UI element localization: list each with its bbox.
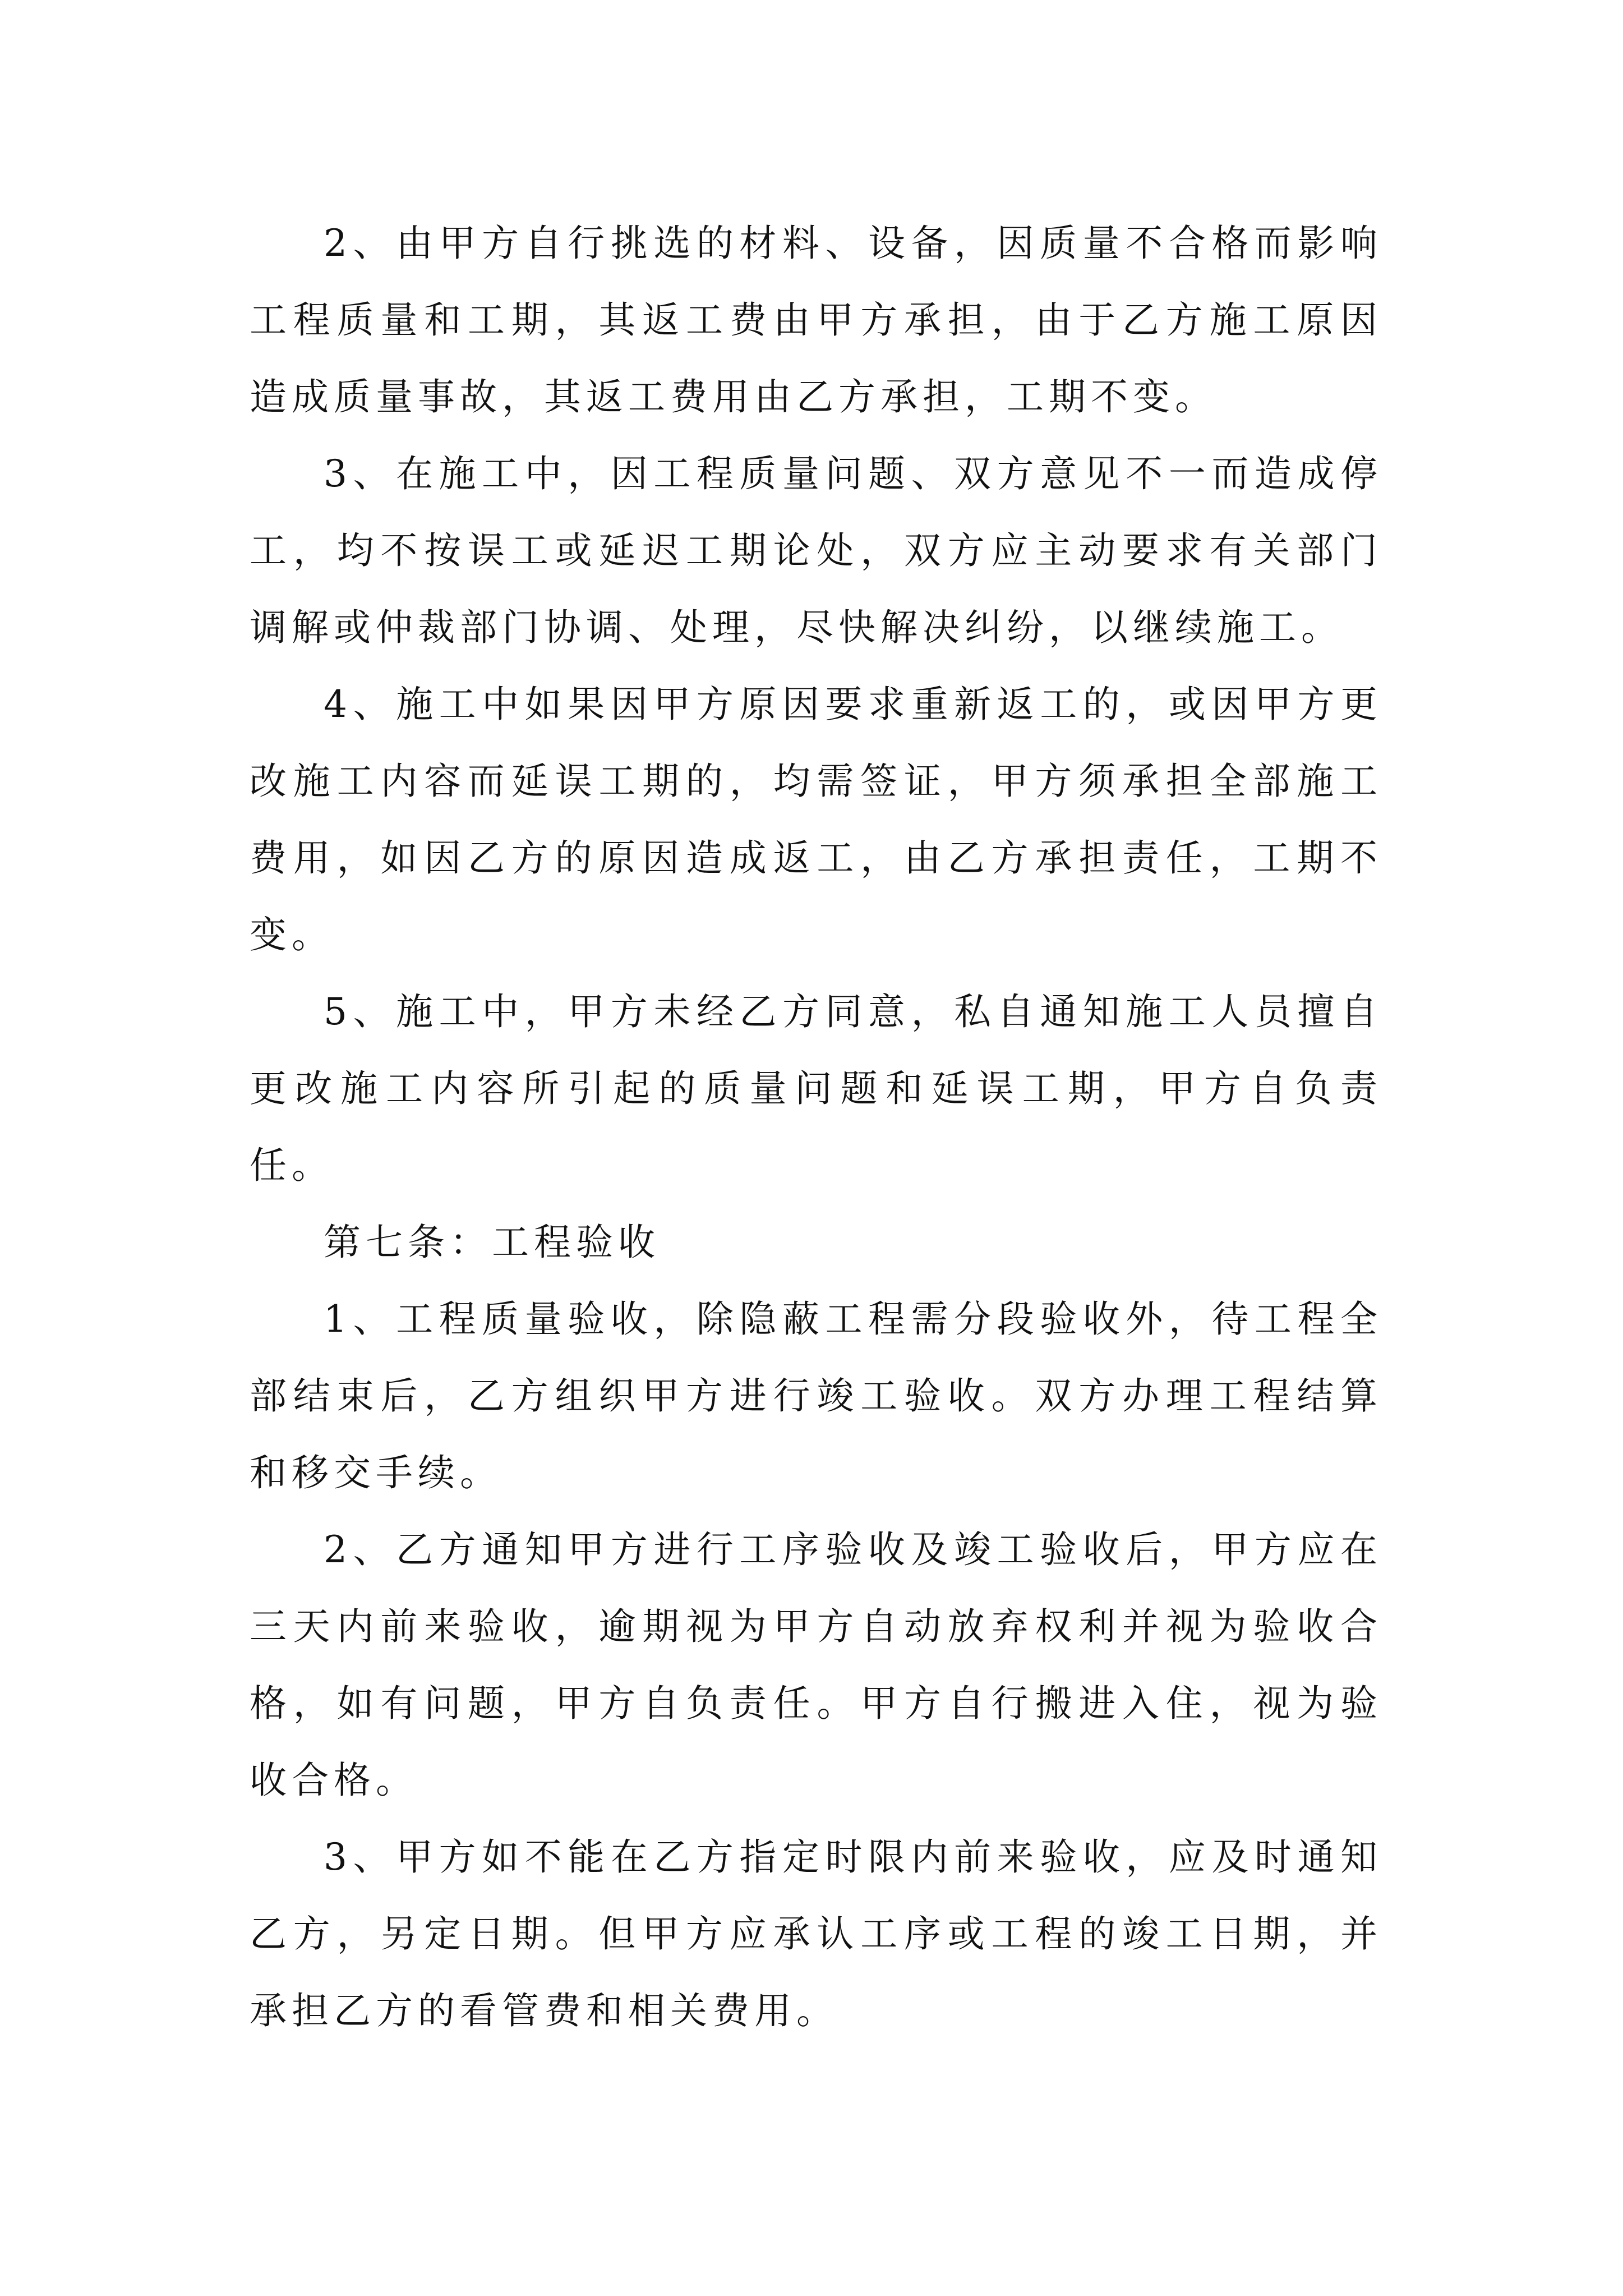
- paragraph-clause-7-3: 3、甲方如不能在乙方指定时限内前来验收，应及时通知乙方，另定日期。但甲方应承认工序或工程的竣工日期，并承担乙方的看管费和相关费用。: [250, 1835, 1382, 2032]
- document-body: [250, 205, 1382, 2049]
- paragraph-clause-6-5: 5、施工中，甲方未经乙方同意，私自通知施工人员擅自更改施工内容所引起的质量问题和延误工期，甲方自负责任。: [250, 990, 1382, 1187]
- paragraph-clause-6-4: 4、施工中如果因甲方原因要求重新返工的，或因甲方更改施工内容而延误工期的，均需签证，甲方须承担全部施工费用，如因乙方的原因造成返工，由乙方承担责任，工期不变。: [250, 683, 1382, 956]
- paragraph-clause-7-1: 1、工程质量验收，除隐蔽工程需分段验收外，待工程全部结束后，乙方组织甲方进行竣工验收。双方办理工程结算和移交手续。: [250, 1297, 1382, 1494]
- section-heading-article-7: 第七条：工程验收: [324, 1221, 660, 1264]
- paragraph-clause-6-3: 3、在施工中，因工程质量问题、双方意见不一而造成停工，均不按误工或延迟工期论处，双方应主动要求有关部门调解或仲裁部门协调、处理，尽快解决纠纷，以继续施工。: [250, 452, 1382, 649]
- paragraph-clause-7-2: 2、乙方通知甲方进行工序验收及竣工验收后，甲方应在三天内前来验收，逾期视为甲方自动放弃权利并视为验收合格，如有问题，甲方自负责任。甲方自行搬进入住，视为验收合格。: [250, 1528, 1382, 1802]
- paragraph-clause-6-2: 2、由甲方自行挑选的材料、设备，因质量不合格而影响工程质量和工期，其返工费由甲方承担，由于乙方施工原因造成质量事故，其返工费用由乙方承担，工期不变。: [250, 222, 1382, 418]
